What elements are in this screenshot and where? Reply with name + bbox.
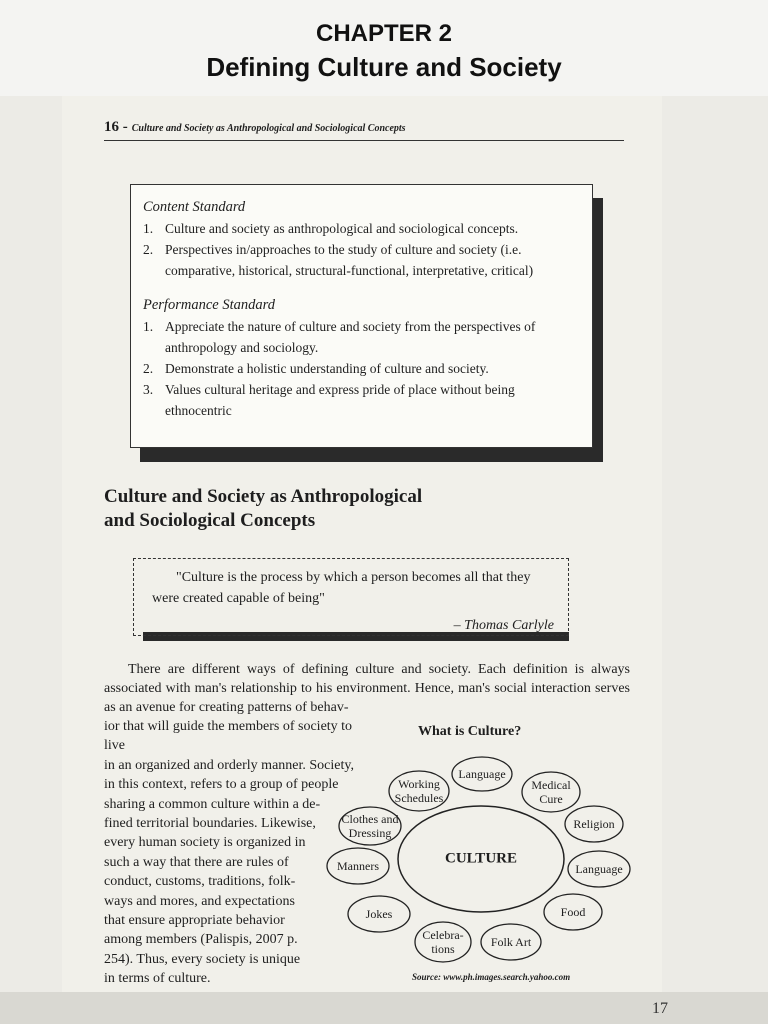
diagram-node-language-right: Language bbox=[575, 862, 623, 876]
content-standard-item: 1. Culture and society as anthropological and sociological concepts. bbox=[143, 221, 519, 236]
body-line: ior that will guide the members of society to live bbox=[104, 719, 353, 754]
body-line: 254). Thus, every society is unique bbox=[104, 951, 301, 967]
body-line: in an organized and orderly manner. Society, bbox=[104, 757, 354, 773]
quote-text: "Culture is the process by which a person becomes all that they were created capable of being" bbox=[152, 570, 531, 606]
chapter-number: CHAPTER 2 bbox=[315, 20, 453, 47]
standards-box bbox=[130, 184, 593, 448]
body-line: among members (Palispis, 2007 p. bbox=[104, 932, 298, 948]
header-running-title: Culture and Society as Anthropological and Sociological Concepts bbox=[131, 123, 406, 134]
body-line: fined territorial boundaries. Likewise, bbox=[104, 816, 316, 832]
body-intro-paragraph: There are different ways of defining culture and society. Each definition is always associated with man's relationship to his environment. Hence, man's social interaction serves as an avenue for creating patterns of behav- bbox=[104, 662, 630, 715]
running-header bbox=[104, 118, 624, 141]
diagram-node-religion: Religion bbox=[573, 817, 615, 831]
content-standard-item: 2. Perspectives in/approaches to the study of culture and society (i.e. comparative, historical, structural-functional, interpretative, critical) bbox=[143, 242, 534, 278]
body-line: in this context, refers to a group of people bbox=[104, 777, 339, 793]
diagram-node-food: Food bbox=[560, 905, 586, 919]
body-line: sharing a common culture within a de- bbox=[104, 796, 321, 812]
diagram-node-clothes-dressing: Clothes and Dressing bbox=[341, 812, 399, 840]
diagram-center-label: CULTURE bbox=[445, 850, 517, 867]
diagram-node-manners: Manners bbox=[337, 859, 379, 873]
body-line: in terms of culture. bbox=[104, 971, 211, 987]
footer-page-number: 17 bbox=[652, 1000, 668, 1017]
section-heading: Culture and Society as Anthropological and Sociological Concepts bbox=[104, 486, 423, 531]
diagram-node-folk-art: Folk Art bbox=[490, 935, 532, 949]
content-standard-label: Content Standard bbox=[143, 199, 246, 215]
next-page-strip bbox=[0, 992, 768, 1024]
performance-standard-item: 2. Demonstrate a holistic understanding of culture and society. bbox=[143, 361, 489, 376]
culture-diagram bbox=[320, 722, 640, 984]
diagram-node-medical-cure: Medical Cure bbox=[531, 778, 571, 806]
body-line: such a way that there are rules of bbox=[104, 854, 289, 870]
diagram-node-celebrations: Celebra- tions bbox=[422, 928, 464, 956]
quote-box bbox=[133, 558, 569, 636]
body-line: ways and mores, and expectations bbox=[104, 893, 295, 909]
performance-standard-label: Performance Standard bbox=[143, 297, 275, 313]
diagram-title: What is Culture? bbox=[418, 724, 522, 739]
quote-author: – Thomas Carlyle bbox=[453, 618, 554, 633]
diagram-source: Source: www.ph.images.search.yahoo.com bbox=[412, 972, 571, 982]
diagram-node-language: Language bbox=[458, 767, 506, 781]
body-line: every human society is organized in bbox=[104, 835, 306, 851]
body-line: that ensure appropriate behavior bbox=[104, 913, 285, 929]
diagram-node-jokes: Jokes bbox=[365, 907, 393, 921]
body-line: conduct, customs, traditions, folk- bbox=[104, 874, 296, 890]
chapter-title: Defining Culture and Society bbox=[206, 52, 562, 82]
performance-standard-item: 3. Values cultural heritage and express pride of place without being ethnocentric bbox=[143, 382, 515, 418]
diagram-node-working-schedules: Working Schedules bbox=[394, 777, 444, 805]
performance-standard-item: 1. Appreciate the nature of culture and society from the perspectives of anthropology and sociology. bbox=[143, 319, 536, 355]
header-page-number: 16 - bbox=[104, 119, 128, 135]
